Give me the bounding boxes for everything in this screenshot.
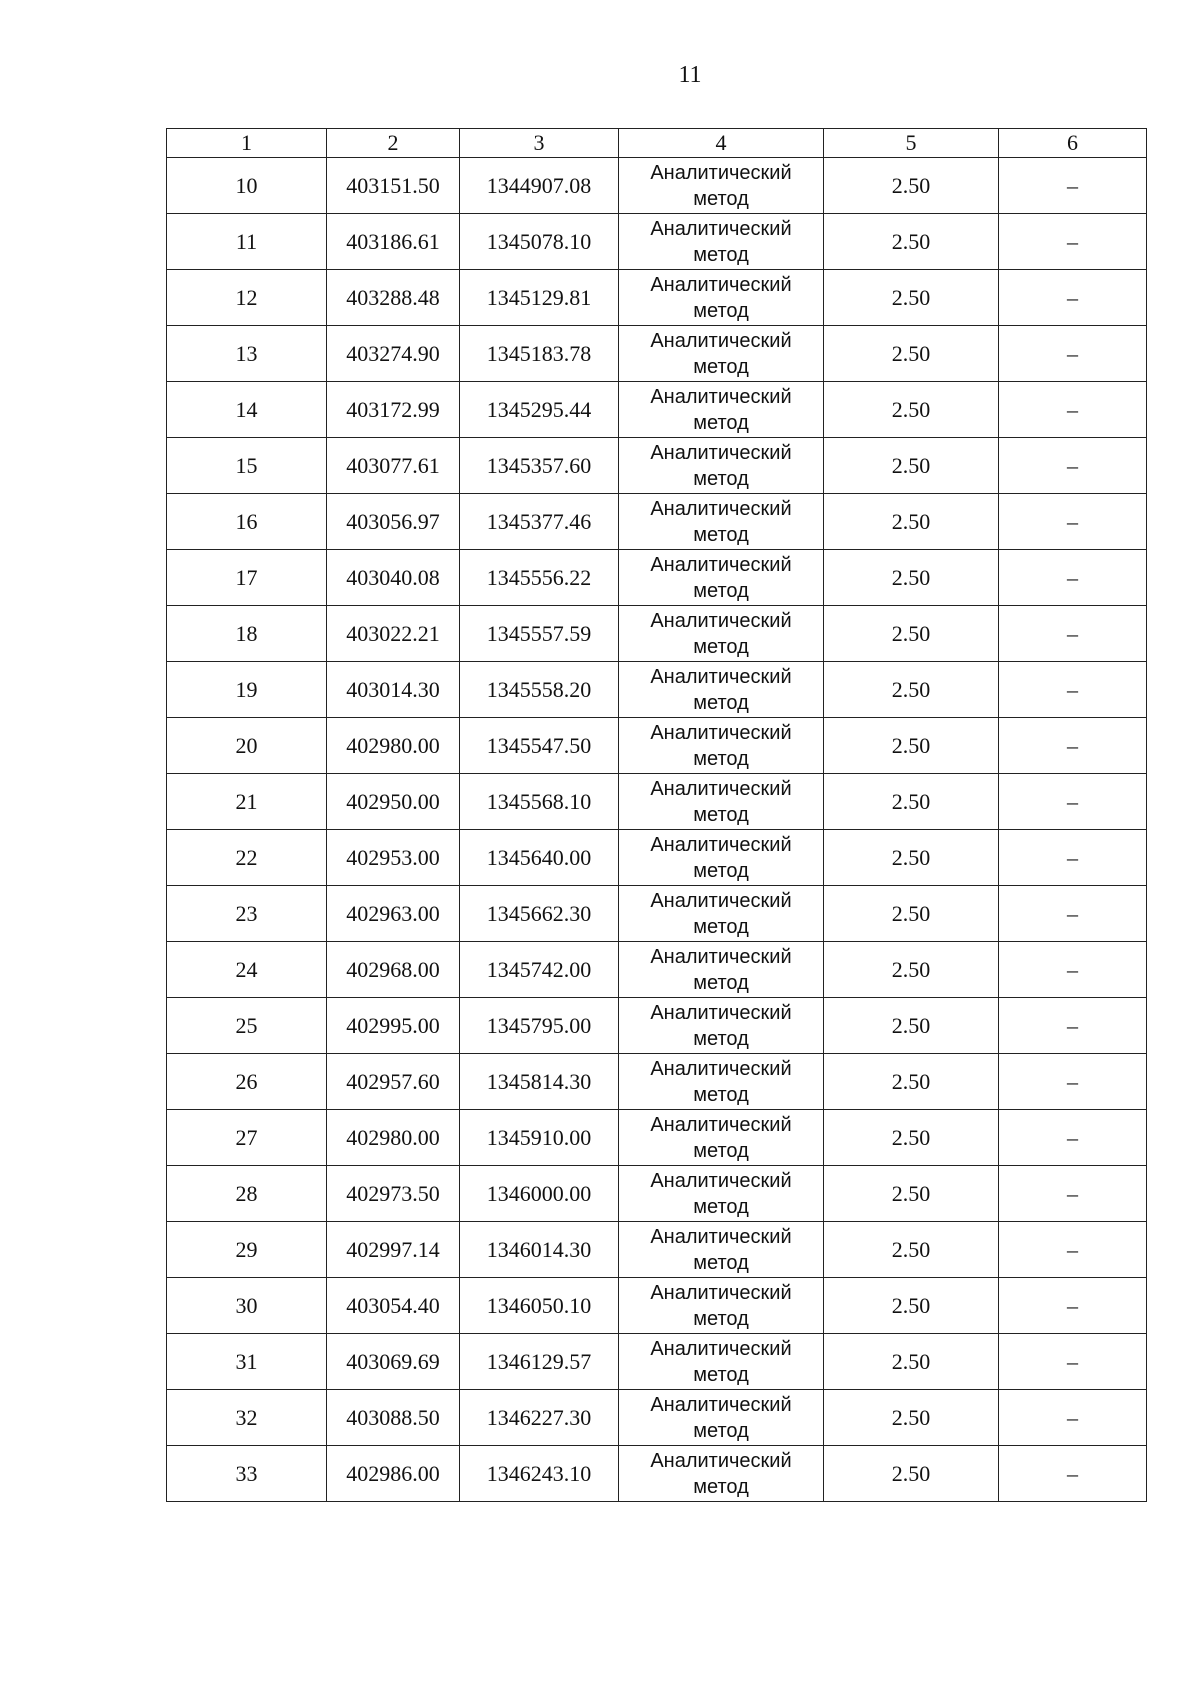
column-header-3: 3: [460, 129, 619, 158]
table-row: [167, 270, 1147, 326]
y-coordinate-cell: 1346014.30: [460, 1222, 619, 1278]
method-line-1: Аналитический: [650, 1449, 792, 1472]
accuracy-cell: 2.50: [824, 1110, 999, 1166]
point-number-cell: 29: [167, 1222, 327, 1278]
x-coordinate-cell: 403022.21: [327, 606, 460, 662]
accuracy-cell: 2.50: [824, 326, 999, 382]
description-cell: –: [999, 606, 1147, 662]
method-line-2: метод: [693, 691, 749, 714]
method-line-1: Аналитический: [650, 161, 792, 184]
method-cell: [619, 1446, 824, 1502]
method-cell: [619, 998, 824, 1054]
y-coordinate-cell: 1345547.50: [460, 718, 619, 774]
description-cell: –: [999, 438, 1147, 494]
point-number-cell: 26: [167, 1054, 327, 1110]
x-coordinate-cell: 402963.00: [327, 886, 460, 942]
y-coordinate-cell: 1346050.10: [460, 1278, 619, 1334]
accuracy-cell: 2.50: [824, 774, 999, 830]
table-row: [167, 662, 1147, 718]
method-line-2: метод: [693, 1195, 749, 1218]
point-number-cell: 13: [167, 326, 327, 382]
accuracy-cell: 2.50: [824, 1278, 999, 1334]
method-line-2: метод: [693, 1083, 749, 1106]
method-cell: [619, 270, 824, 326]
description-cell: –: [999, 326, 1147, 382]
method-cell: [619, 662, 824, 718]
table-row: [167, 326, 1147, 382]
y-coordinate-cell: 1345295.44: [460, 382, 619, 438]
method-line-2: метод: [693, 859, 749, 882]
point-number-cell: 20: [167, 718, 327, 774]
accuracy-cell: 2.50: [824, 942, 999, 998]
description-cell: –: [999, 774, 1147, 830]
y-coordinate-cell: 1345078.10: [460, 214, 619, 270]
method-line-2: метод: [693, 803, 749, 826]
x-coordinate-cell: 403056.97: [327, 494, 460, 550]
method-cell: [619, 718, 824, 774]
x-coordinate-cell: 402980.00: [327, 1110, 460, 1166]
accuracy-cell: 2.50: [824, 1222, 999, 1278]
y-coordinate-cell: 1345568.10: [460, 774, 619, 830]
method-line-2: метод: [693, 915, 749, 938]
description-cell: –: [999, 1166, 1147, 1222]
y-coordinate-cell: 1345640.00: [460, 830, 619, 886]
point-number-cell: 31: [167, 1334, 327, 1390]
page-number: 11: [678, 62, 702, 88]
table-row: [167, 1390, 1147, 1446]
y-coordinate-cell: 1346129.57: [460, 1334, 619, 1390]
x-coordinate-cell: 403040.08: [327, 550, 460, 606]
method-line-2: метод: [693, 187, 749, 210]
method-line-2: метод: [693, 299, 749, 322]
x-coordinate-cell: 402995.00: [327, 998, 460, 1054]
accuracy-cell: 2.50: [824, 494, 999, 550]
column-header-2: 2: [327, 129, 460, 158]
y-coordinate-cell: 1345357.60: [460, 438, 619, 494]
description-cell: –: [999, 1334, 1147, 1390]
column-header-5: 5: [824, 129, 999, 158]
point-number-cell: 23: [167, 886, 327, 942]
method-cell: [619, 1110, 824, 1166]
x-coordinate-cell: 403274.90: [327, 326, 460, 382]
x-coordinate-cell: 403288.48: [327, 270, 460, 326]
table-body: [167, 158, 1147, 1502]
method-line-2: метод: [693, 1419, 749, 1442]
point-number-cell: 18: [167, 606, 327, 662]
method-line-1: Аналитический: [650, 273, 792, 296]
method-line-1: Аналитический: [650, 609, 792, 632]
accuracy-cell: 2.50: [824, 1054, 999, 1110]
table-row: [167, 438, 1147, 494]
method-line-2: метод: [693, 1027, 749, 1050]
x-coordinate-cell: 403014.30: [327, 662, 460, 718]
point-number-cell: 12: [167, 270, 327, 326]
y-coordinate-cell: 1345795.00: [460, 998, 619, 1054]
x-coordinate-cell: 403088.50: [327, 1390, 460, 1446]
accuracy-cell: 2.50: [824, 214, 999, 270]
accuracy-cell: 2.50: [824, 158, 999, 214]
description-cell: –: [999, 1390, 1147, 1446]
method-line-2: метод: [693, 467, 749, 490]
method-line-1: Аналитический: [650, 1337, 792, 1360]
description-cell: –: [999, 662, 1147, 718]
method-line-1: Аналитический: [650, 329, 792, 352]
y-coordinate-cell: 1345377.46: [460, 494, 619, 550]
point-number-cell: 22: [167, 830, 327, 886]
method-line-2: метод: [693, 1475, 749, 1498]
x-coordinate-cell: 403151.50: [327, 158, 460, 214]
table-row: [167, 606, 1147, 662]
method-cell: [619, 1278, 824, 1334]
coordinates-table: [166, 128, 1147, 1502]
description-cell: –: [999, 942, 1147, 998]
description-cell: –: [999, 830, 1147, 886]
y-coordinate-cell: 1345557.59: [460, 606, 619, 662]
table-row: [167, 158, 1147, 214]
table-row: [167, 1166, 1147, 1222]
description-cell: –: [999, 886, 1147, 942]
point-number-cell: 11: [167, 214, 327, 270]
method-line-1: Аналитический: [650, 553, 792, 576]
method-line-2: метод: [693, 635, 749, 658]
y-coordinate-cell: 1345183.78: [460, 326, 619, 382]
table-row: [167, 214, 1147, 270]
y-coordinate-cell: 1346227.30: [460, 1390, 619, 1446]
description-cell: –: [999, 494, 1147, 550]
table-row: [167, 1054, 1147, 1110]
table-row: [167, 1222, 1147, 1278]
method-line-2: метод: [693, 1251, 749, 1274]
y-coordinate-cell: 1345558.20: [460, 662, 619, 718]
method-cell: [619, 886, 824, 942]
method-line-1: Аналитический: [650, 497, 792, 520]
point-number-cell: 30: [167, 1278, 327, 1334]
column-header-4: 4: [619, 129, 824, 158]
y-coordinate-cell: 1345662.30: [460, 886, 619, 942]
x-coordinate-cell: 402953.00: [327, 830, 460, 886]
description-cell: –: [999, 1054, 1147, 1110]
accuracy-cell: 2.50: [824, 1390, 999, 1446]
method-line-2: метод: [693, 971, 749, 994]
description-cell: –: [999, 214, 1147, 270]
y-coordinate-cell: 1346000.00: [460, 1166, 619, 1222]
point-number-cell: 10: [167, 158, 327, 214]
method-cell: [619, 438, 824, 494]
x-coordinate-cell: 402968.00: [327, 942, 460, 998]
y-coordinate-cell: 1344907.08: [460, 158, 619, 214]
table-row: [167, 830, 1147, 886]
description-cell: –: [999, 1110, 1147, 1166]
table-row: [167, 886, 1147, 942]
accuracy-cell: 2.50: [824, 382, 999, 438]
accuracy-cell: 2.50: [824, 1166, 999, 1222]
x-coordinate-cell: 403054.40: [327, 1278, 460, 1334]
y-coordinate-cell: 1345910.00: [460, 1110, 619, 1166]
accuracy-cell: 2.50: [824, 998, 999, 1054]
accuracy-cell: 2.50: [824, 718, 999, 774]
method-cell: [619, 1054, 824, 1110]
method-cell: [619, 1334, 824, 1390]
y-coordinate-cell: 1345742.00: [460, 942, 619, 998]
method-line-1: Аналитический: [650, 665, 792, 688]
method-line-1: Аналитический: [650, 1001, 792, 1024]
table-row: [167, 550, 1147, 606]
y-coordinate-cell: 1346243.10: [460, 1446, 619, 1502]
column-header-6: 6: [999, 129, 1147, 158]
accuracy-cell: 2.50: [824, 830, 999, 886]
description-cell: –: [999, 550, 1147, 606]
point-number-cell: 21: [167, 774, 327, 830]
table-row: [167, 774, 1147, 830]
description-cell: –: [999, 1278, 1147, 1334]
method-cell: [619, 494, 824, 550]
accuracy-cell: 2.50: [824, 1334, 999, 1390]
description-cell: –: [999, 998, 1147, 1054]
accuracy-cell: 2.50: [824, 270, 999, 326]
method-cell: [619, 326, 824, 382]
method-cell: [619, 214, 824, 270]
method-line-1: Аналитический: [650, 1393, 792, 1416]
table-row: [167, 718, 1147, 774]
accuracy-cell: 2.50: [824, 662, 999, 718]
point-number-cell: 33: [167, 1446, 327, 1502]
method-cell: [619, 606, 824, 662]
x-coordinate-cell: 403186.61: [327, 214, 460, 270]
x-coordinate-cell: 402997.14: [327, 1222, 460, 1278]
method-line-1: Аналитический: [650, 945, 792, 968]
table-row: [167, 998, 1147, 1054]
x-coordinate-cell: 402980.00: [327, 718, 460, 774]
method-line-2: метод: [693, 747, 749, 770]
point-number-cell: 28: [167, 1166, 327, 1222]
table-row: [167, 494, 1147, 550]
method-cell: [619, 1166, 824, 1222]
x-coordinate-cell: 403069.69: [327, 1334, 460, 1390]
method-line-1: Аналитический: [650, 1281, 792, 1304]
method-line-1: Аналитический: [650, 1225, 792, 1248]
x-coordinate-cell: 402986.00: [327, 1446, 460, 1502]
point-number-cell: 32: [167, 1390, 327, 1446]
method-cell: [619, 1390, 824, 1446]
point-number-cell: 25: [167, 998, 327, 1054]
table-row: [167, 1334, 1147, 1390]
point-number-cell: 19: [167, 662, 327, 718]
point-number-cell: 17: [167, 550, 327, 606]
method-cell: [619, 942, 824, 998]
method-cell: [619, 158, 824, 214]
table-row: [167, 1110, 1147, 1166]
point-number-cell: 24: [167, 942, 327, 998]
method-line-2: метод: [693, 355, 749, 378]
method-line-1: Аналитический: [650, 833, 792, 856]
method-line-2: метод: [693, 1307, 749, 1330]
method-cell: [619, 830, 824, 886]
table-row: [167, 1446, 1147, 1502]
point-number-cell: 16: [167, 494, 327, 550]
description-cell: –: [999, 718, 1147, 774]
description-cell: –: [999, 1446, 1147, 1502]
method-line-1: Аналитический: [650, 889, 792, 912]
y-coordinate-cell: 1345556.22: [460, 550, 619, 606]
method-line-1: Аналитический: [650, 1169, 792, 1192]
table-row: [167, 1278, 1147, 1334]
accuracy-cell: 2.50: [824, 606, 999, 662]
x-coordinate-cell: 403077.61: [327, 438, 460, 494]
point-number-cell: 27: [167, 1110, 327, 1166]
method-line-1: Аналитический: [650, 777, 792, 800]
table-row: [167, 942, 1147, 998]
accuracy-cell: 2.50: [824, 1446, 999, 1502]
y-coordinate-cell: 1345814.30: [460, 1054, 619, 1110]
method-line-1: Аналитический: [650, 1113, 792, 1136]
y-coordinate-cell: 1345129.81: [460, 270, 619, 326]
method-line-1: Аналитический: [650, 441, 792, 464]
table-row: [167, 382, 1147, 438]
header-row: [167, 129, 1147, 158]
x-coordinate-cell: 402957.60: [327, 1054, 460, 1110]
accuracy-cell: 2.50: [824, 550, 999, 606]
method-line-2: метод: [693, 579, 749, 602]
point-number-cell: 15: [167, 438, 327, 494]
description-cell: –: [999, 1222, 1147, 1278]
method-line-1: Аналитический: [650, 721, 792, 744]
method-line-1: Аналитический: [650, 1057, 792, 1080]
x-coordinate-cell: 402950.00: [327, 774, 460, 830]
method-line-2: метод: [693, 243, 749, 266]
method-cell: [619, 550, 824, 606]
method-line-2: метод: [693, 1363, 749, 1386]
method-line-2: метод: [693, 523, 749, 546]
x-coordinate-cell: 402973.50: [327, 1166, 460, 1222]
description-cell: –: [999, 382, 1147, 438]
description-cell: –: [999, 158, 1147, 214]
method-cell: [619, 774, 824, 830]
accuracy-cell: 2.50: [824, 886, 999, 942]
method-line-1: Аналитический: [650, 385, 792, 408]
point-number-cell: 14: [167, 382, 327, 438]
x-coordinate-cell: 403172.99: [327, 382, 460, 438]
method-line-1: Аналитический: [650, 217, 792, 240]
method-line-2: метод: [693, 411, 749, 434]
method-cell: [619, 382, 824, 438]
column-header-1: 1: [167, 129, 327, 158]
method-line-2: метод: [693, 1139, 749, 1162]
description-cell: –: [999, 270, 1147, 326]
accuracy-cell: 2.50: [824, 438, 999, 494]
method-cell: [619, 1222, 824, 1278]
